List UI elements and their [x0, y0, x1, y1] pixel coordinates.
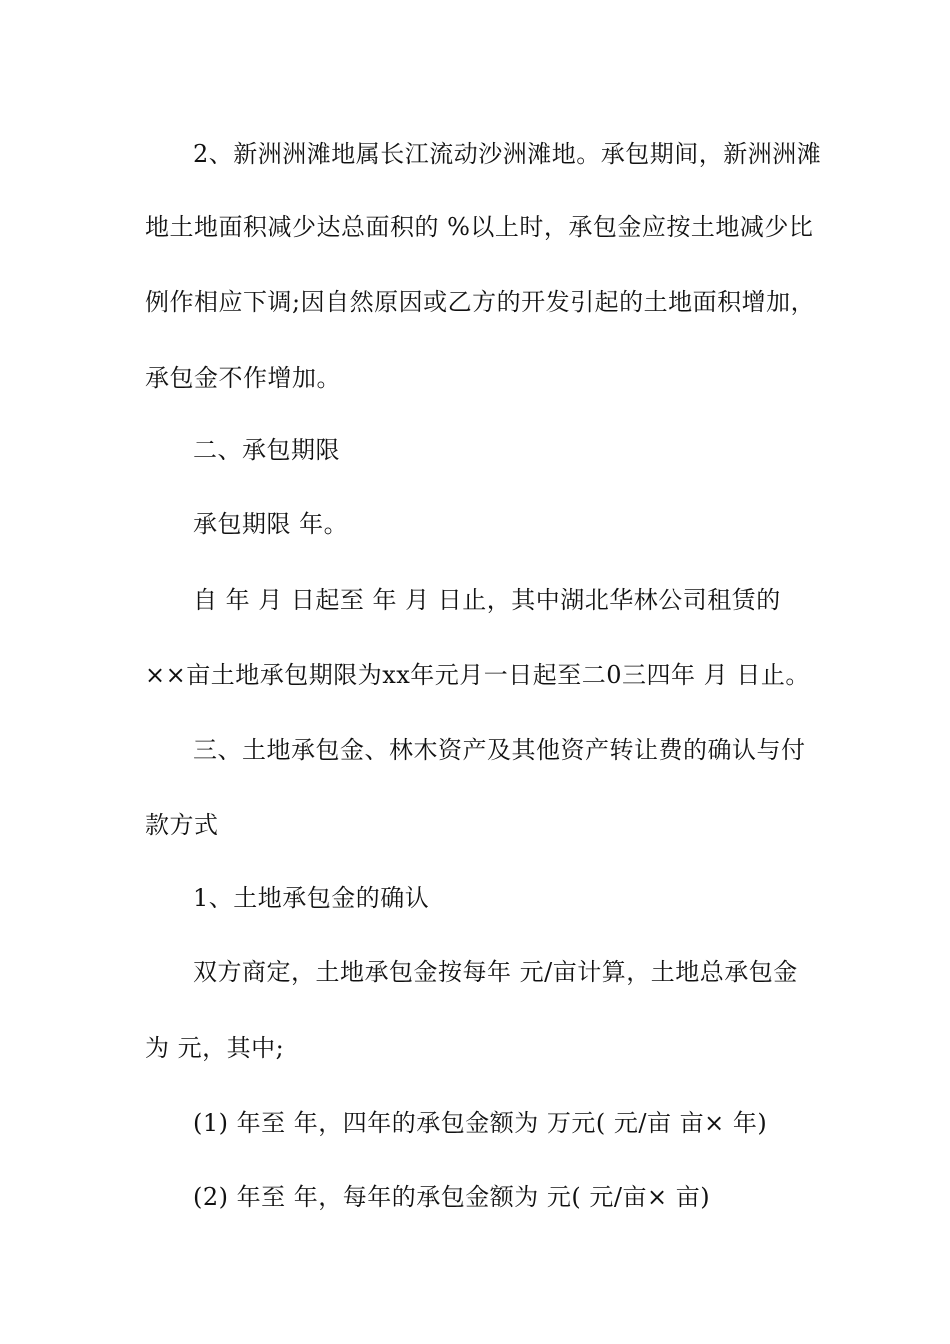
list-item: (2) 年至 年，每年的承包金额为 元( 元/亩× 亩)	[193, 1183, 711, 1211]
paragraph-line: 地土地面积减少达总面积的 %以上时，承包金应按土地减少比	[145, 213, 814, 241]
paragraph-line: ××亩土地承包期限为xx年元月一日起至二0三四年 月 日止。	[145, 661, 810, 689]
paragraph-line: 自 年 月 日起至 年 月 日止，其中湖北华林公司租赁的	[193, 586, 781, 614]
section-heading: 二、承包期限	[193, 436, 340, 464]
paragraph-line: 承包金不作增加。	[145, 364, 341, 392]
paragraph-line: 双方商定，土地承包金按每年 元/亩计算，土地总承包金	[193, 958, 798, 986]
paragraph-line: 例作相应下调;因自然原因或乙方的开发引起的土地面积增加，	[145, 288, 816, 316]
section-heading: 三、土地承包金、林木资产及其他资产转让费的确认与付	[193, 736, 806, 764]
paragraph-line: 为 元，其中;	[145, 1034, 285, 1062]
subsection-heading: 1、土地承包金的确认	[193, 884, 430, 912]
section-heading-continued: 款方式	[145, 811, 219, 839]
list-item: (1) 年至 年，四年的承包金额为 万元( 元/亩 亩× 年)	[193, 1109, 768, 1137]
paragraph-line: 承包期限 年。	[193, 510, 349, 538]
paragraph-line: 2、新洲洲滩地属长江流动沙洲滩地。承包期间，新洲洲滩	[193, 140, 822, 168]
